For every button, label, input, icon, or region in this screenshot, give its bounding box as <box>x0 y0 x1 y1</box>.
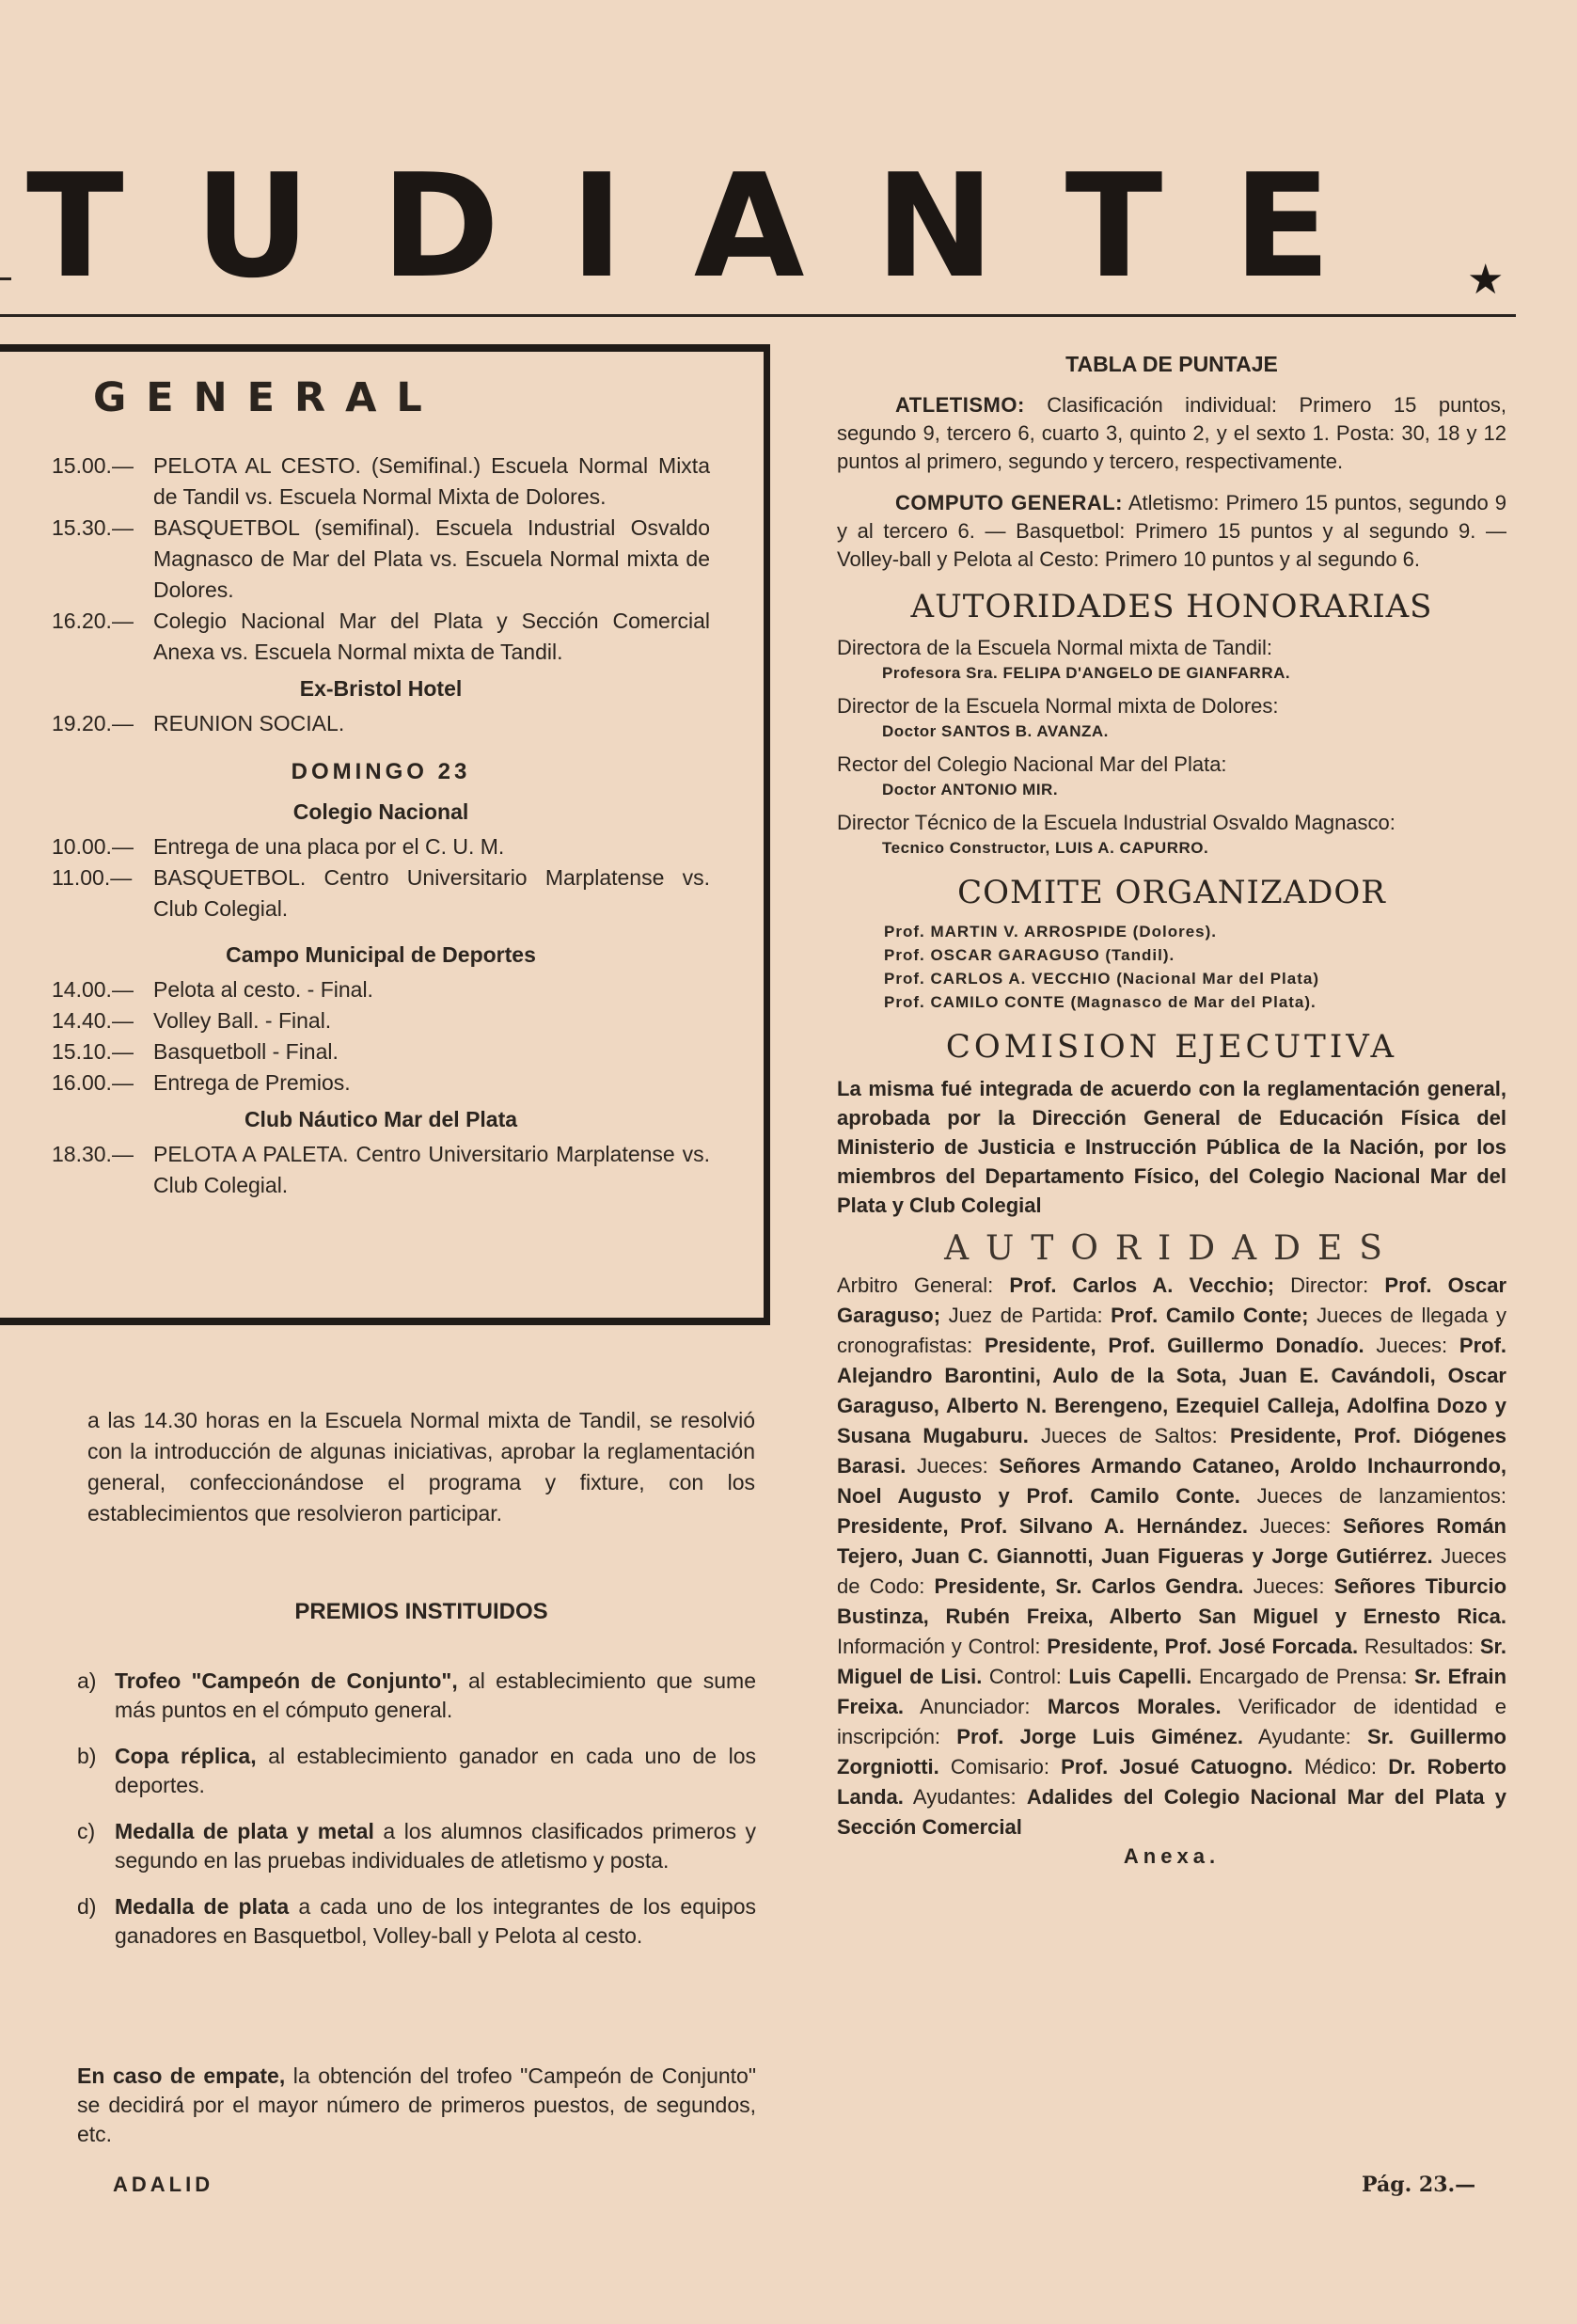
honorarias-title: AUTORIDADES HONORARIAS <box>910 588 1433 625</box>
schedule-time: 14.00.— <box>52 977 134 1003</box>
autoridad-name: Prof. Oscar Garaguso; <box>837 1273 1506 1327</box>
schedule-text: PELOTA AL CESTO. (Semifinal.) Escuela Normal Mixta de Tandil vs. Escuela Normal Mixta de Dolores. <box>153 453 710 510</box>
venue-campo: Campo Municipal de Deportes <box>226 942 536 968</box>
honoraria-name: Profesora Sra. FELIPA D'ANGELO DE GIANFARRA. <box>882 664 1291 682</box>
comision-text: La misma fué integrada de acuerdo con la reglamentación general, aprobada por la Dirección General de Educación Física del Ministerio de Justicia e Instrucción Pública de la Nación, por los miembros del Departamento Físico, del Colegio Nacional Mar del Plata y Club Colegial <box>837 1077 1506 1217</box>
venue-bristol: Ex-Bristol Hotel <box>299 676 463 702</box>
star-icon: ★ <box>1467 257 1505 303</box>
schedule-entry <box>52 1005 710 1036</box>
schedule-text: Entrega de Premios. <box>153 1070 351 1096</box>
autoridad-role: Comisario: <box>938 1755 1062 1779</box>
empate-bold: En caso de empate, <box>77 2063 286 2088</box>
autoridad-name: Luis Capelli. <box>1068 1665 1192 1688</box>
tabla-title: TABLA DE PUNTAJE <box>1065 352 1278 376</box>
autoridad-role: Jueces: <box>1243 1574 1334 1598</box>
honoraria-role: Director Técnico de la Escuela Industrial Osvaldo Magnasco: <box>837 811 1396 834</box>
autoridad-name: Presidente, Prof. Guillermo Donadío. <box>985 1334 1364 1357</box>
schedule-entry <box>52 1036 710 1067</box>
autoridad-name: Presidente, Prof. Silvano A. Hernández. <box>837 1514 1249 1538</box>
premio-letter: d) <box>77 1894 97 1919</box>
autoridad-name: Presidente, Prof. José Forcada. <box>1047 1635 1359 1658</box>
premio-name: Copa réplica, <box>115 1744 257 1768</box>
computo-paragraph <box>837 489 1506 574</box>
schedule-time: 15.10.— <box>52 1039 134 1065</box>
comision-title: COMISION EJECUTIVA <box>945 1028 1398 1066</box>
autoridad-name: Sr. Efrain Freixa. <box>837 1665 1507 1718</box>
schedule-entry <box>52 451 710 513</box>
autoridad-role: Control: <box>982 1665 1069 1688</box>
schedule-entry <box>52 708 710 739</box>
footer-page-number: Pág. 23.— <box>1362 2173 1476 2197</box>
schedule-entry <box>52 1067 710 1099</box>
masthead-title: TUDIANTE <box>26 143 1402 309</box>
autoridad-role: Anunciador: <box>903 1695 1048 1718</box>
honoraria-name: Tecnico Constructor, LUIS A. CAPURRO. <box>882 839 1209 857</box>
general-program <box>52 376 710 1201</box>
comite-member: Prof. MARTIN V. ARROSPIDE (Dolores). <box>884 923 1217 941</box>
premio-name: Trofeo "Campeón de Conjunto", <box>115 1668 458 1693</box>
venue-colegio: Colegio Nacional <box>292 799 469 825</box>
schedule-text: Entrega de una placa por el C. U. M. <box>153 834 505 860</box>
premio-letter: c) <box>77 1819 96 1843</box>
autoridad-name: Prof. Josué Catuogno. <box>1061 1755 1293 1779</box>
premio-text: al establecimiento ganador en cada uno de los deportes. <box>115 1744 756 1797</box>
autoridad-role: Resultados: <box>1358 1635 1480 1658</box>
autoridades-anexa: Anexa. <box>1123 1844 1221 1868</box>
schedule-text: REUNION SOCIAL. <box>153 711 345 736</box>
schedule-entry <box>52 606 710 668</box>
premio-text: a los alumnos clasificados primeros y segundo en las pruebas individuales de atletismo y posta. <box>115 1819 756 1873</box>
schedule-entry <box>52 974 710 1005</box>
atletismo-label: ATLETISMO: <box>895 393 1025 417</box>
autoridad-name: Señores Tiburcio Bustinza, Rubén Freixa, Alberto San Miguel y Ernesto Rica. <box>837 1574 1507 1628</box>
autoridad-role: Juez de Partida: <box>940 1304 1112 1327</box>
schedule-time: 11.00.— <box>52 865 133 891</box>
honoraria-role: Directora de la Escuela Normal mixta de Tandil: <box>837 636 1273 659</box>
autoridad-role: Jueces de Codo: <box>837 1544 1506 1598</box>
autoridades-title: AUTORIDADES <box>944 1229 1399 1268</box>
schedule-text: Colegio Nacional Mar del Plata y Sección Comercial Anexa vs. Escuela Normal mixta de Tandil. <box>153 609 710 665</box>
autoridad-role: Jueces de llegada y cronografistas: <box>837 1304 1506 1357</box>
premio-letter: b) <box>77 1744 97 1768</box>
atletismo-paragraph <box>837 391 1506 476</box>
comite-list <box>884 920 1506 1014</box>
premio-letter: a) <box>77 1668 97 1693</box>
schedule-block-1 <box>52 451 710 668</box>
autoridad-role: Verificador de identidad e inscripción: <box>837 1695 1506 1748</box>
comite-member: Prof. CARLOS A. VECCHIO (Nacional Mar del Plata) <box>884 970 1319 988</box>
comite-member: Prof. OSCAR GARAGUSO (Tandil). <box>884 946 1175 964</box>
autoridad-role: Jueces: <box>1364 1334 1459 1357</box>
autoridad-name: Adalides del Colegio Nacional Mar del Plata y Sección Comercial <box>837 1785 1506 1839</box>
premio-text: al establecimiento que sume más puntos en el cómputo general. <box>115 1668 756 1722</box>
computo-text: Atletismo: Primero 15 puntos, segundo 9 y al tercero 6. — Basquetbol: Primero 15 puntos y al segundo 9. — Volley-ball y Pelota al Cesto: Primero 10 puntos y al segundo 6. <box>837 491 1507 571</box>
autoridad-role: Médico: <box>1292 1755 1389 1779</box>
schedule-entry <box>52 862 710 925</box>
general-title: GENERAL <box>93 374 442 421</box>
schedule-time: 14.40.— <box>52 1008 134 1034</box>
footer-publication: ADALID <box>113 2173 214 2196</box>
autoridad-name: Señores Armando Cataneo, Aroldo Inchaurrondo, Noel Augusto y Prof. Camilo Conte. <box>837 1454 1507 1508</box>
schedule-time: 16.20.— <box>52 609 134 634</box>
honorarias-list <box>837 634 1506 860</box>
schedule-text: PELOTA A PALETA. Centro Universitario Marplatense vs. Club Colegial. <box>153 1142 710 1198</box>
autoridad-name: Dr. Roberto Landa. <box>837 1755 1506 1809</box>
autoridad-role: Arbitro General: <box>837 1273 1010 1297</box>
autoridad-name: Presidente, Prof. Diógenes Barasi. <box>837 1424 1507 1478</box>
premio-item <box>77 1817 756 1875</box>
autoridad-name: Sr. Guillermo Zorgniotti. <box>837 1725 1506 1779</box>
intro-paragraph: a las 14.30 horas en la Escuela Normal mixta de Tandil, se resolvió con la introducción de algunas iniciativas, aprobar la reglamentación general, confeccionándose el programa y fixture, con los establecimientos que resolvieron participar. <box>87 1408 755 1526</box>
masthead-rule <box>0 314 1516 317</box>
venue-nautico: Club Náutico Mar del Plata <box>244 1107 518 1132</box>
schedule-text: Volley Ball. - Final. <box>153 1008 332 1034</box>
empate-paragraph <box>77 2062 756 2149</box>
schedule-block-2 <box>52 708 710 739</box>
premio-name: Medalla de plata <box>115 1894 290 1919</box>
premio-item <box>77 1892 756 1951</box>
right-column <box>837 350 1506 1871</box>
autoridad-role: Encargado de Prensa: <box>1191 1665 1415 1688</box>
autoridad-name: Prof. Carlos A. Vecchio; <box>1009 1273 1275 1297</box>
premios-list <box>77 1667 756 1968</box>
schedule-block-3 <box>52 831 710 925</box>
autoridad-role: Jueces de Saltos: <box>1028 1424 1230 1447</box>
autoridad-role: Información y Control: <box>837 1635 1048 1658</box>
autoridades-text <box>837 1271 1506 1842</box>
autoridad-name: Prof. Jorge Luis Giménez. <box>956 1725 1244 1748</box>
schedule-text: Pelota al cesto. - Final. <box>153 977 373 1003</box>
schedule-time: 10.00.— <box>52 834 134 860</box>
premio-text: a cada uno de los integrantes de los equipos ganadores en Basquetbol, Volley-ball y Pelota al cesto. <box>115 1894 756 1948</box>
atletismo-text: Clasificación individual: Primero 15 puntos, segundo 9, tercero 6, cuarto 3, quinto 2, y el sexto 1. Posta: 30, 18 y 12 puntos al primero, segundo y tercero, respectivamente. <box>837 393 1506 473</box>
schedule-time: 15.00.— <box>52 453 134 479</box>
schedule-entry <box>52 513 710 606</box>
empate-text: la obtención del trofeo "Campeón de Conjunto" se decidirá por el mayor número de primeros puestos, de segundos, etc. <box>77 2063 756 2146</box>
schedule-block-5 <box>52 1139 710 1201</box>
autoridad-role: Jueces: <box>906 1454 1000 1478</box>
autoridad-role: Jueces: <box>1248 1514 1344 1538</box>
computo-label: COMPUTO GENERAL: <box>895 491 1123 514</box>
day-heading: DOMINGO 23 <box>291 759 471 785</box>
premio-item <box>77 1667 756 1725</box>
schedule-time: 19.20.— <box>52 711 134 736</box>
honoraria-name: Doctor SANTOS B. AVANZA. <box>882 722 1109 740</box>
schedule-time: 18.30.— <box>52 1142 134 1167</box>
premio-name: Medalla de plata y metal <box>115 1819 374 1843</box>
premios-title: PREMIOS INSTITUIDOS <box>294 1599 548 1624</box>
honoraria-role: Rector del Colegio Nacional Mar del Plata: <box>837 752 1227 776</box>
honoraria-name: Doctor ANTONIO MIR. <box>882 781 1059 798</box>
autoridad-name: Prof. Camilo Conte; <box>1111 1304 1309 1327</box>
schedule-entry <box>52 831 710 862</box>
schedule-text: BASQUETBOL (semifinal). Escuela Industrial Osvaldo Magnasco de Mar del Plata vs. Escuela Normal mixta de Dolores. <box>153 515 710 603</box>
autoridad-name: Señores Román Tejero, Juan C. Giannotti, Juan Figueras y Jorge Gutiérrez. <box>837 1514 1506 1568</box>
autoridad-name: Marcos Morales. <box>1047 1695 1222 1718</box>
comite-title: COMITE ORGANIZADOR <box>957 874 1386 911</box>
honoraria-role: Director de la Escuela Normal mixta de Dolores: <box>837 694 1279 718</box>
schedule-text: Basquetboll - Final. <box>153 1039 339 1065</box>
schedule-block-4 <box>52 974 710 1099</box>
autoridad-name: Sr. Miguel de Lisi. <box>837 1635 1506 1688</box>
autoridad-role: Jueces de lanzamientos: <box>1239 1484 1506 1508</box>
autoridad-name: Prof. Alejandro Barontini, Aulo de la Sota, Juan E. Cavándoli, Oscar Garaguso, Alberto N. Berengeno, Ezequiel Calleja, Adolfina Dozo y Susana Mugaburu. <box>837 1334 1507 1447</box>
premio-item <box>77 1742 756 1800</box>
autoridad-role: Ayudantes: <box>903 1785 1027 1809</box>
masthead-rule-left <box>0 277 11 280</box>
schedule-entry <box>52 1139 710 1201</box>
autoridad-role: Director: <box>1274 1273 1385 1297</box>
schedule-text: BASQUETBOL. Centro Universitario Marplatense vs. Club Colegial. <box>153 865 710 922</box>
autoridad-name: Presidente, Sr. Carlos Gendra. <box>934 1574 1244 1598</box>
schedule-time: 15.30.— <box>52 515 134 541</box>
autoridad-role: Ayudante: <box>1243 1725 1367 1748</box>
comite-member: Prof. CAMILO CONTE (Magnasco de Mar del Plata). <box>884 993 1317 1011</box>
schedule-time: 16.00.— <box>52 1070 134 1096</box>
